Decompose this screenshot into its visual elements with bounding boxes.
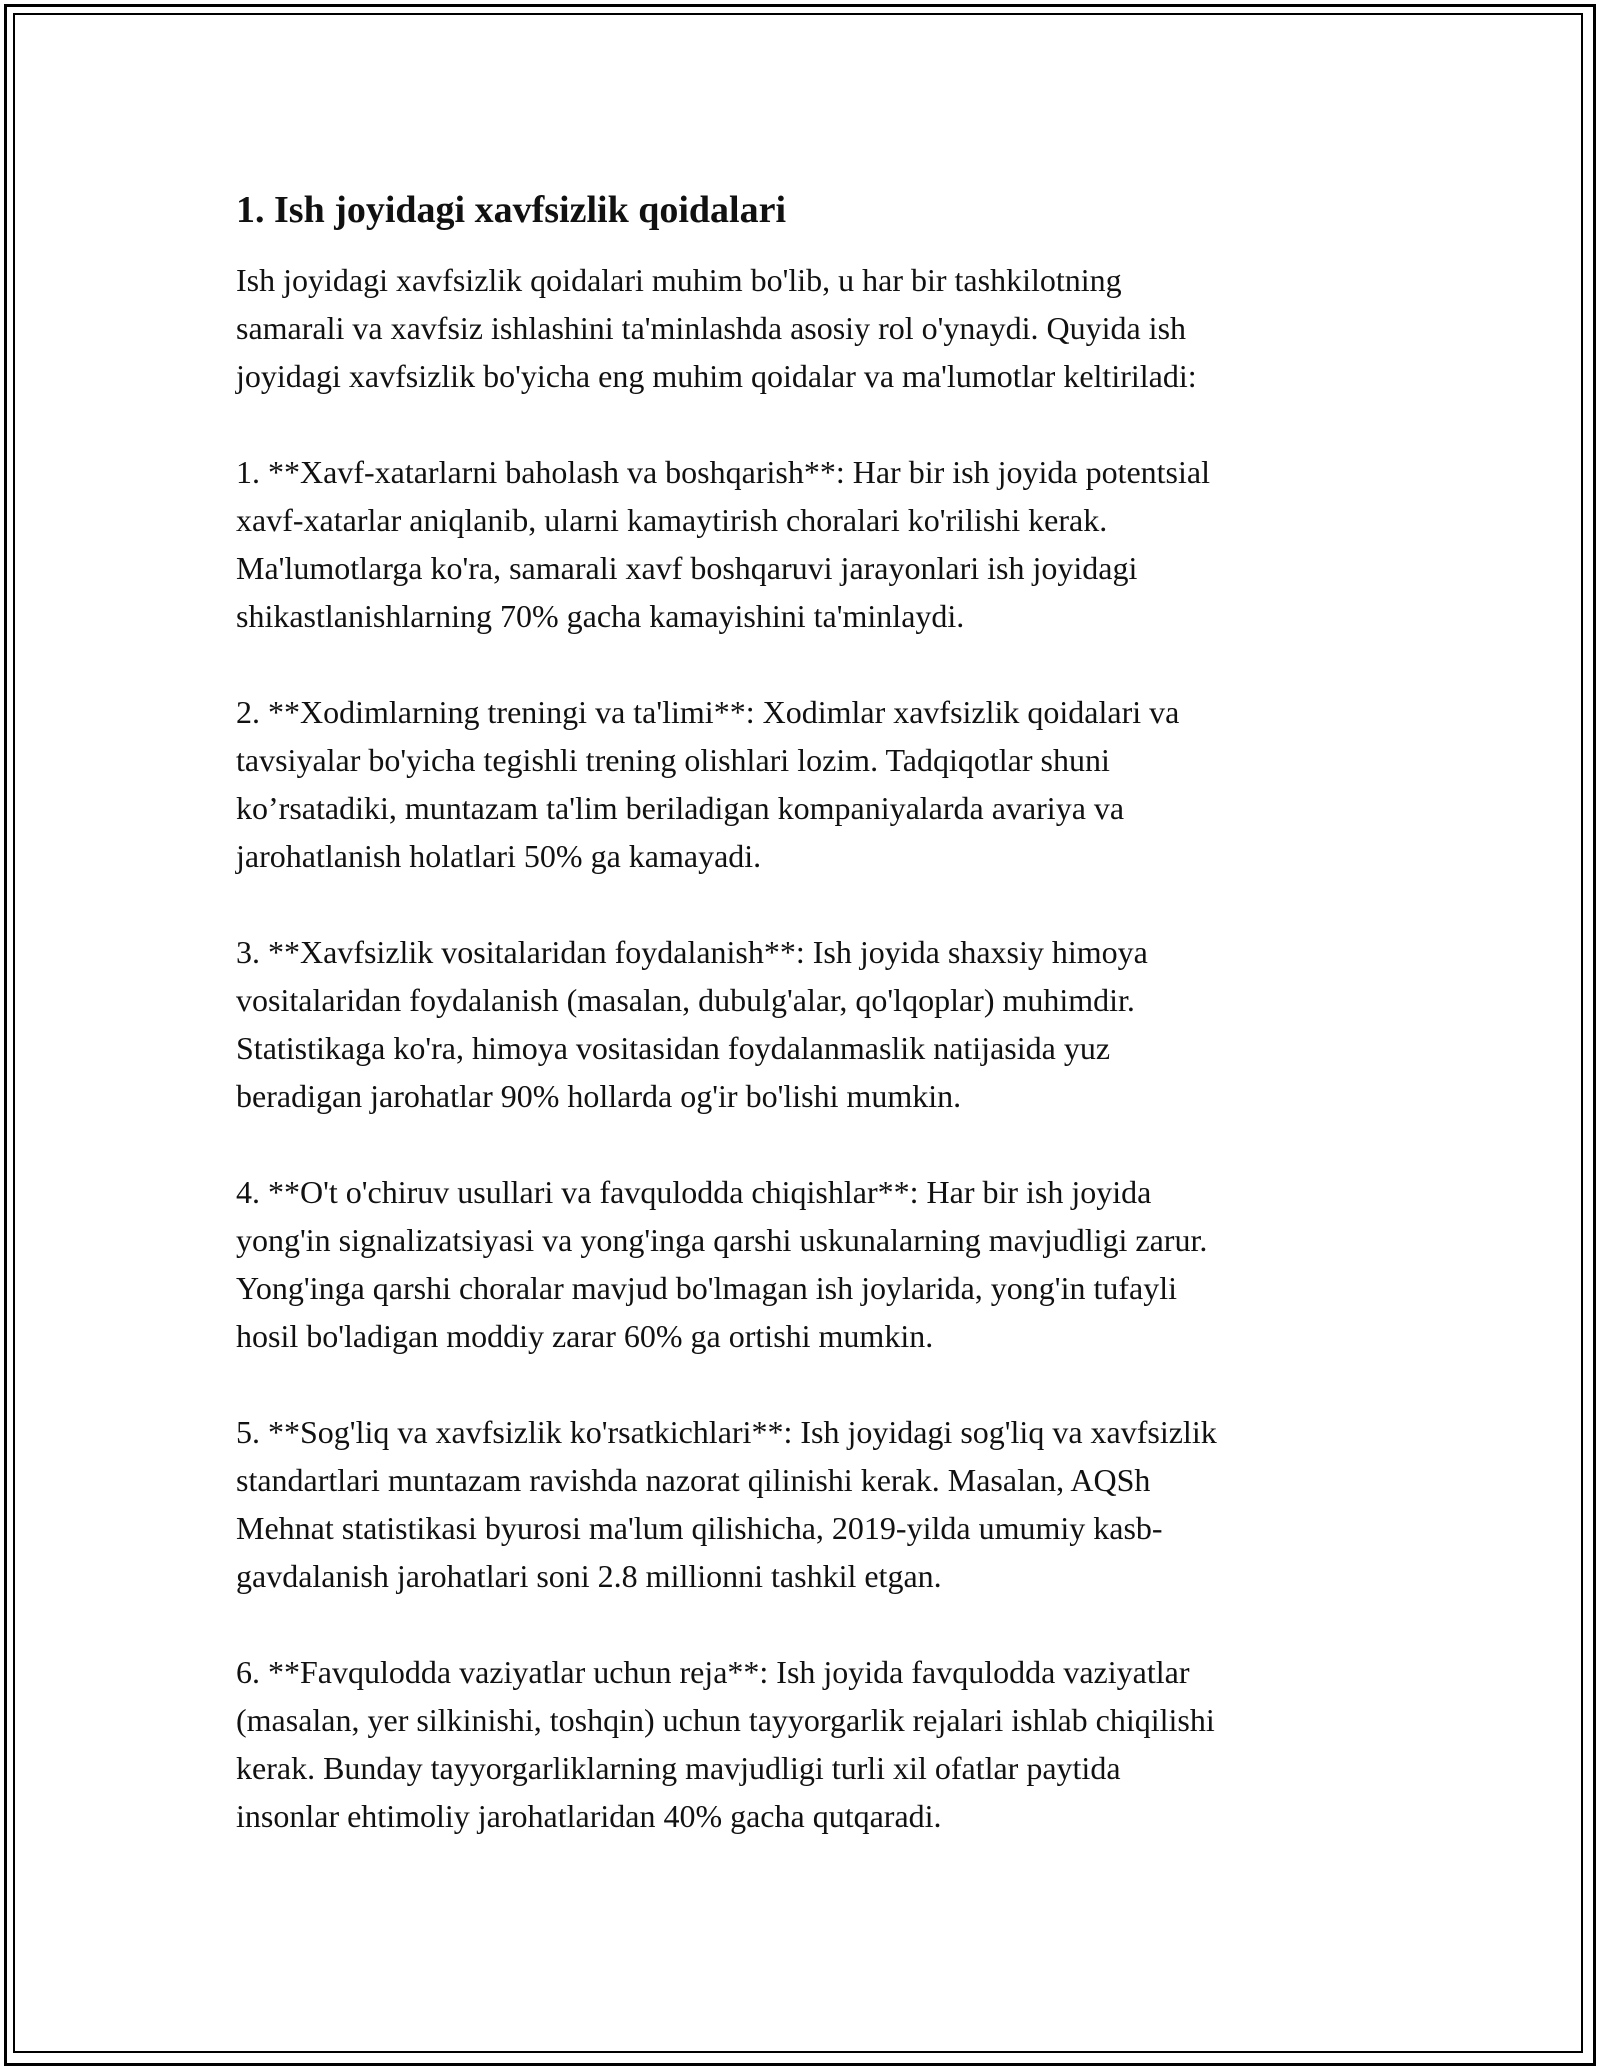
section-heading: 1. Ish joyidagi xavfsizlik qoidalari (236, 189, 787, 231)
list-item: 4. **O't o'chiruv usullari va favqulodda chiqishlar**: Har bir ish joyida yong'in signalizatsiyasi va yong'inga qarshi uskunalarning mavjudligi zarur. Yong'inga qarshi choralar mavjud bo'lmagan ish joylarida, yong'in tufayli hosil bo'ladigan moddiy zarar 60% ga ortishi mumkin. (236, 1174, 1208, 1354)
spacer (236, 400, 1386, 448)
list-item: 1. **Xavf-xatarlarni baholash va boshqarish**: Har bir ish joyida potentsial xavf-xatarlar aniqlanib, ularni kamaytirish choralari ko'rilishi kerak. Ma'lumotlarga ko'ra, samarali xavf boshqaruvi jarayonlari ish joyidagi shikastlanishlarning 70% gacha kamayishini ta'minlaydi. (236, 454, 1210, 634)
spacer (236, 1360, 1386, 1408)
list-item: 2. **Xodimlarning treningi va ta'limi**: Xodimlar xavfsizlik qoidalari va tavsiyalar bo'yicha tegishli trening olishlari lozim. Tadqiqotlar shuni ko’rsatadiki, muntazam ta'lim beriladigan kompaniyalarda avariya va jarohatlanish holatlari 50% ga kamayadi. (236, 694, 1180, 874)
spacer (236, 1120, 1386, 1168)
spacer (236, 640, 1386, 688)
document-body (236, 186, 1386, 1840)
intro-paragraph: Ish joyidagi xavfsizlik qoidalari muhim bo'lib, u har bir tashkilotning samarali va xavfsiz ishlashini ta'minlashda asosiy rol o'ynaydi. Quyida ish joyidagi xavfsizlik bo'yicha eng muhim qoidalar va ma'lumotlar keltiriladi: (236, 262, 1197, 394)
list-item: 6. **Favqulodda vaziyatlar uchun reja**: Ish joyida favqulodda vaziyatlar (masalan, yer silkinishi, toshqin) uchun tayyorgarlik rejalari ishlab chiqilishi kerak. Bunday tayyorgarliklarning mavjudligi turli xil ofatlar paytida insonlar ehtimoliy jarohatlaridan 40% gacha qutqaradi. (236, 1654, 1215, 1834)
spacer (236, 880, 1386, 928)
spacer (236, 1600, 1386, 1648)
list-item: 3. **Xavfsizlik vositalaridan foydalanish**: Ish joyida shaxsiy himoya vositalaridan foydalanish (masalan, dubulg'alar, qo'lqoplar) muhimdir. Statistikaga ko'ra, himoya vositasidan foydalanmaslik natijasida yuz beradigan jarohatlar 90% hollarda og'ir bo'lishi mumkin. (236, 934, 1148, 1114)
list-item: 5. **Sog'liq va xavfsizlik ko'rsatkichlari**: Ish joyidagi sog'liq va xavfsizlik standartlari muntazam ravishda nazorat qilinishi kerak. Masalan, AQSh Mehnat statistikasi byurosi ma'lum qilishicha, 2019-yilda umumiy kasb- gavdalanish jarohatlari soni 2.8 millionni tashkil etgan. (236, 1414, 1217, 1594)
